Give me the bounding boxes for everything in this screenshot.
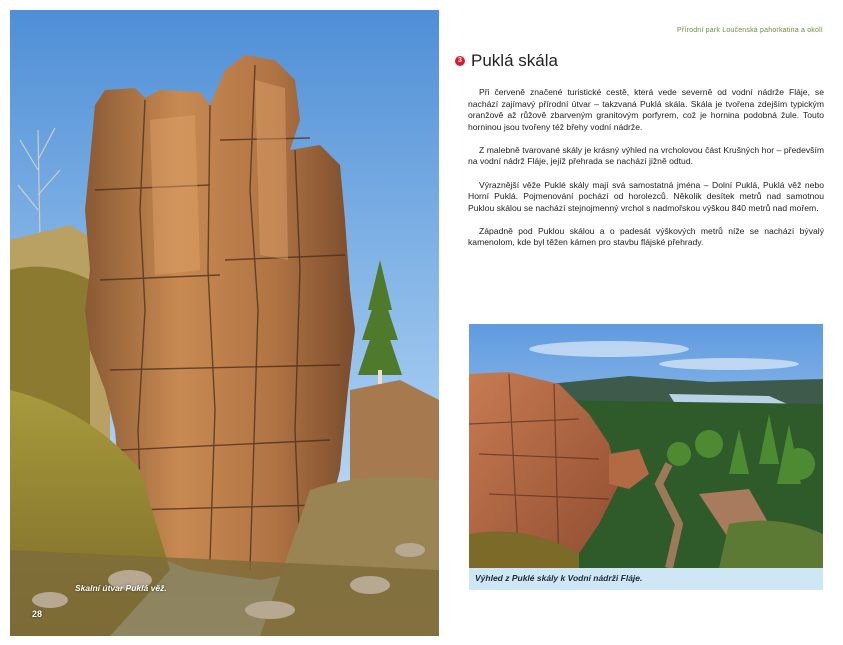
page-number: 28 (32, 609, 43, 619)
section-title: Puklá skála (471, 51, 558, 70)
section-heading (455, 51, 558, 71)
left-photo-caption: Skalní útvar Puklá věž. (75, 583, 167, 593)
paragraph: Při červeně značené turistické cestě, která vede severně od vodní nádrže Fláje, se nachází zajímavý přírodní útvar – takzvaná Puklá skála. Skála je tvořena zdejším typickým oranžově až růžově zbarveným granitovým porfyrem, což je hornina podobná žule. Touto horninou jsou tvořeny též břehy vodní nádrže. (468, 87, 824, 132)
running-head: Přírodní park Loučenská pahorkatina a okolí (677, 27, 823, 34)
rock-tower-photo (10, 10, 439, 636)
paragraph: Z malebně tvarované skály je krásný výhled na vrcholovou část Krušných hor – především na vodní nádrž Fláje, jejíž přehrada se nachází jižně odtud. (468, 144, 824, 167)
reservoir-view-photo (469, 324, 823, 568)
right-photo-caption: Výhled z Puklé skály k Vodní nádrži Fláje. (469, 568, 823, 590)
article-body (468, 87, 824, 261)
paragraph: Výraznější věže Puklé skály mají svá samostatná jména – Dolní Puklá, Puklá věž nebo Horní Puklá. Pojmenování pochází od horolezců. Několik desítek metrů nad samotnou Puklou skálou se nachází stejnojmenný vrchol s nadmořskou výškou 840 metrů nad mořem. (468, 179, 824, 213)
paragraph: Západně pod Puklou skálou a o padesát výškových metrů níže se nachází bývalý kamenolom, kde byl těžen kámen pro stavbu flájské přehrady. (468, 225, 824, 248)
section-number-badge-icon: 3 (455, 56, 465, 66)
